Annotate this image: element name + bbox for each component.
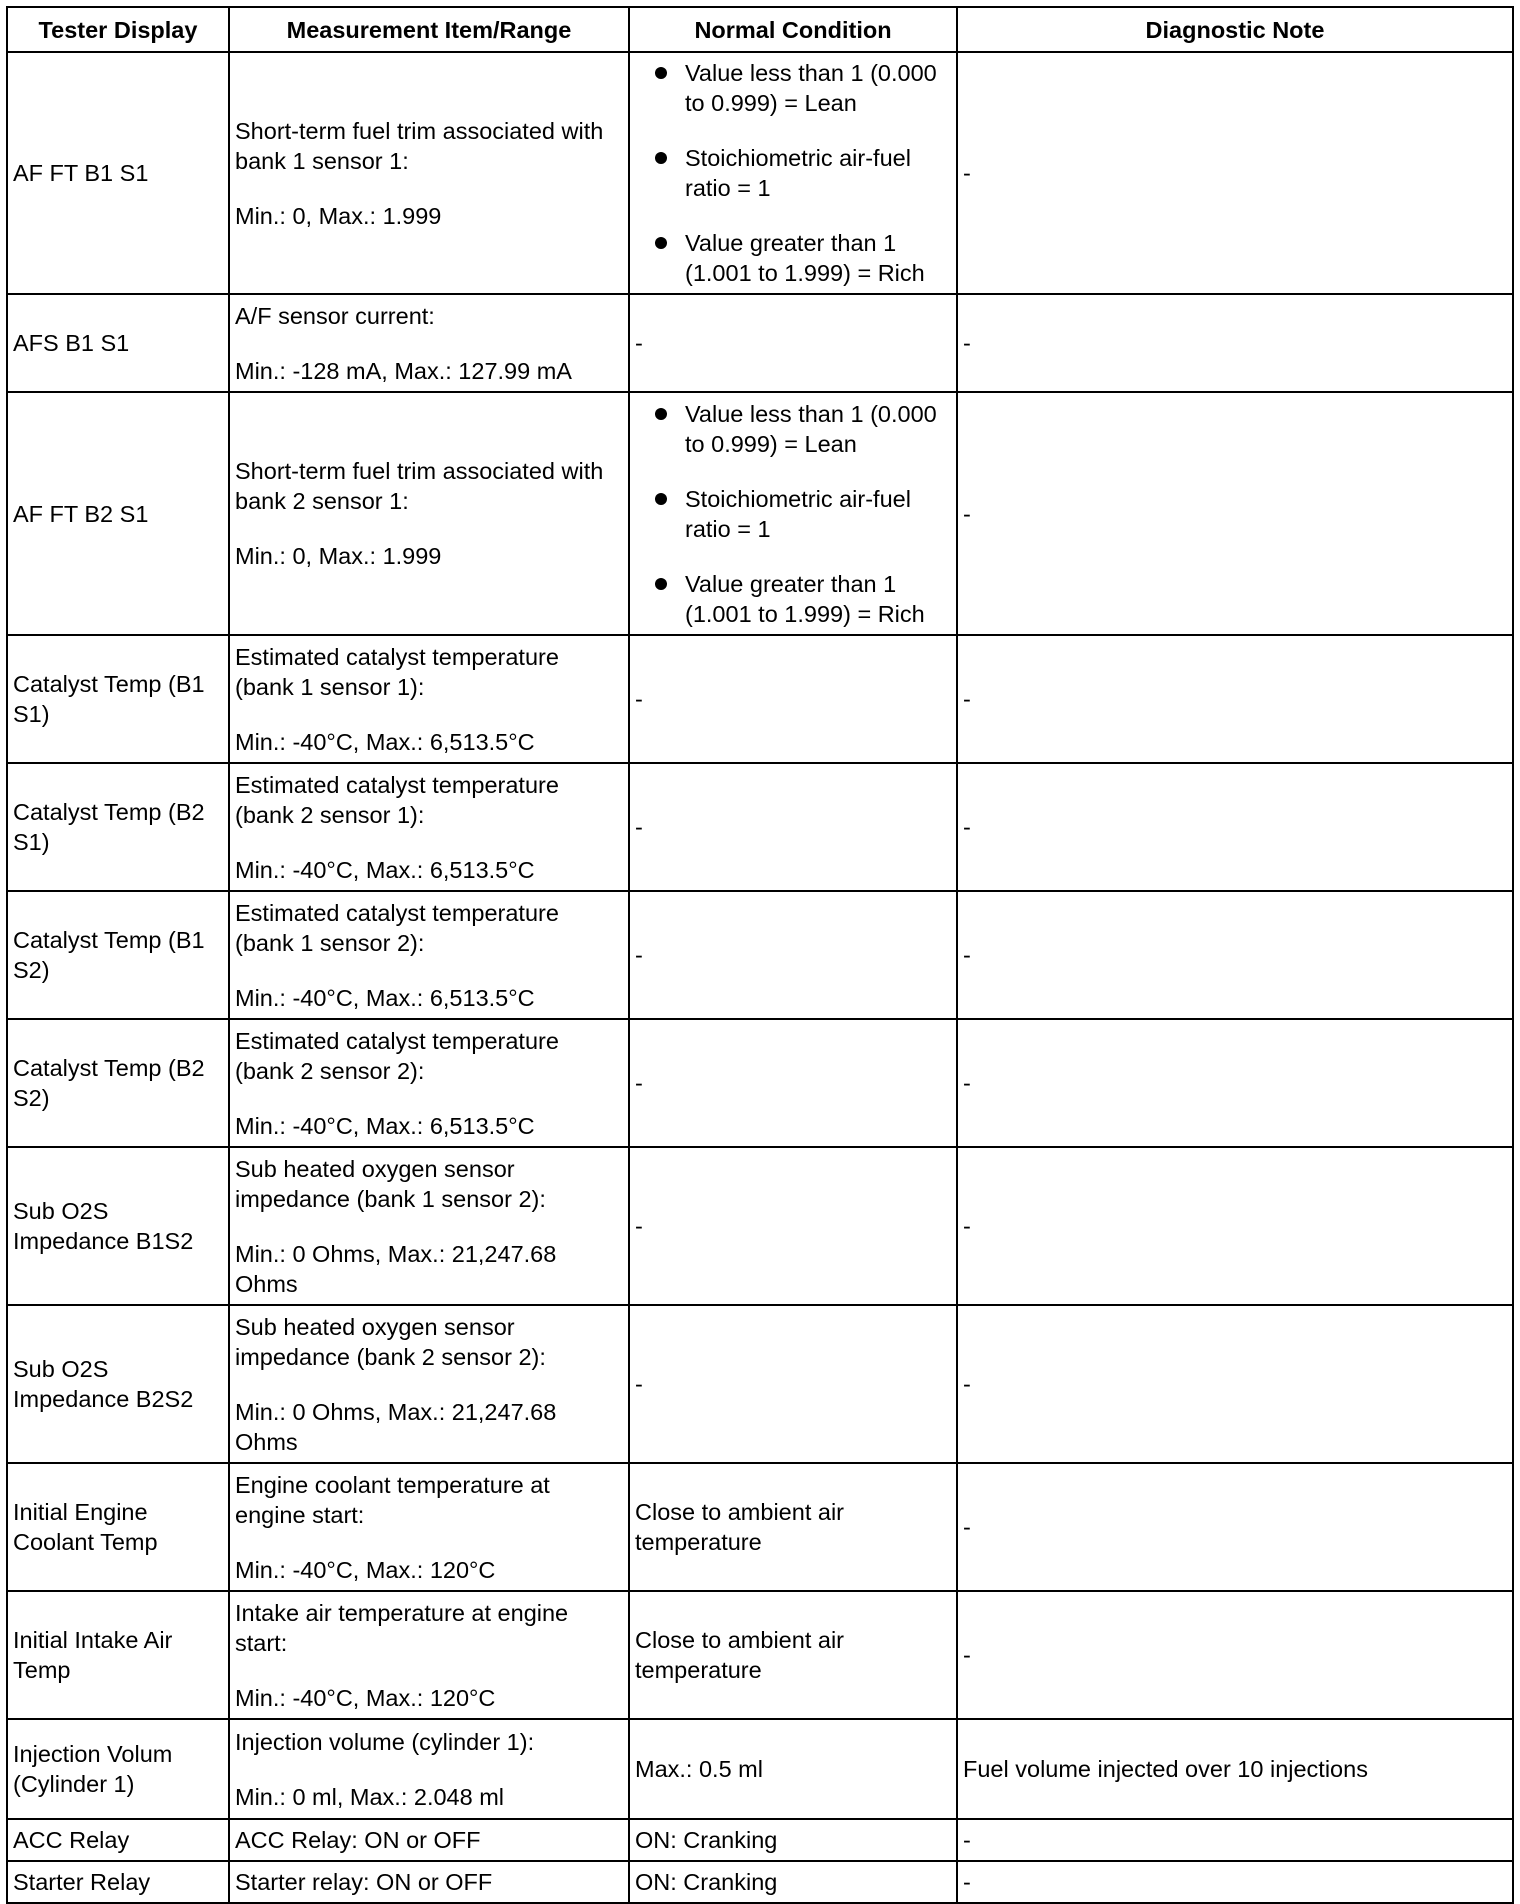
tester-display-cell: Initial Engine Coolant Temp xyxy=(7,1463,229,1591)
measurement-item: Engine coolant temperature at engine start: xyxy=(235,1471,550,1528)
tester-display-cell: ACC Relay xyxy=(7,1819,229,1861)
diagnostic-note-cell: - xyxy=(957,1147,1513,1305)
measurement-range: Min.: -128 mA, Max.: 127.99 mA xyxy=(235,357,572,384)
measurement-item: Estimated catalyst temperature (bank 2 sensor 2): xyxy=(235,1027,559,1084)
normal-condition-cell: Close to ambient air temperature xyxy=(629,1463,957,1591)
diagnostic-note-cell: - xyxy=(957,635,1513,763)
condition-bullet: Stoichiometric air-fuel ratio = 1 xyxy=(635,143,951,203)
measurement-item: Sub heated oxygen sensor impedance (bank 2 sensor 2): xyxy=(235,1313,546,1370)
measurement-range: Min.: 0 Ohms, Max.: 21,247.68 Ohms xyxy=(235,1398,557,1455)
table-row xyxy=(7,1819,1513,1861)
measurement-range: Min.: 0, Max.: 1.999 xyxy=(235,543,442,569)
normal-condition-cell: ON: Cranking xyxy=(629,1819,957,1861)
measurement-cell xyxy=(229,1719,629,1819)
measurement-range: Min.: 0 ml, Max.: 2.048 ml xyxy=(235,1783,505,1810)
condition-bullet-list xyxy=(635,58,951,288)
tester-display-cell: AFS B1 S1 xyxy=(7,294,229,392)
table-row xyxy=(7,1719,1513,1819)
measurement-cell xyxy=(229,1463,629,1591)
normal-condition-cell: Max.: 0.5 ml xyxy=(629,1719,957,1819)
diagnostic-note-cell: - xyxy=(957,1591,1513,1719)
tester-display-cell: Initial Intake Air Temp xyxy=(7,1591,229,1719)
measurement-cell xyxy=(229,763,629,891)
measurement-range: Min.: -40°C, Max.: 120°C xyxy=(235,1556,496,1583)
measurement-cell xyxy=(229,1305,629,1463)
diagnostic-note-cell: - xyxy=(957,1861,1513,1903)
diagnostic-note-cell: - xyxy=(957,891,1513,1019)
data-list-table xyxy=(6,6,1514,1904)
measurement-range: Min.: -40°C, Max.: 6,513.5°C xyxy=(235,856,535,883)
measurement-range: Min.: -40°C, Max.: 6,513.5°C xyxy=(235,984,535,1011)
measurement-cell xyxy=(229,1591,629,1719)
diagnostic-note-cell: - xyxy=(957,1819,1513,1861)
condition-bullet: Value less than 1 (0.000 to 0.999) = Lean xyxy=(635,399,951,459)
header-row xyxy=(7,7,1513,52)
tester-display-cell: Catalyst Temp (B2 S2) xyxy=(7,1019,229,1147)
header-diagnostic-note: Diagnostic Note xyxy=(957,7,1513,52)
table-row xyxy=(7,52,1513,294)
diagnostic-note-cell: - xyxy=(957,1019,1513,1147)
tester-display-cell: AF FT B1 S1 xyxy=(7,52,229,294)
measurement-cell xyxy=(229,52,629,294)
normal-condition-cell xyxy=(629,392,957,635)
normal-condition-cell xyxy=(629,52,957,294)
condition-bullet: Stoichiometric air-fuel ratio = 1 xyxy=(635,484,951,544)
measurement-cell xyxy=(229,1019,629,1147)
measurement-item: Intake air temperature at engine start: xyxy=(235,1599,569,1656)
table-row xyxy=(7,1019,1513,1147)
tester-display-cell: Catalyst Temp (B2 S1) xyxy=(7,763,229,891)
measurement-range: Min.: 0 Ohms, Max.: 21,247.68 Ohms xyxy=(235,1240,557,1297)
measurement-item: Short-term fuel trim associated with bank 2 sensor 1: xyxy=(235,458,604,514)
diagnostic-note-cell: - xyxy=(957,392,1513,635)
measurement-cell: ACC Relay: ON or OFF xyxy=(229,1819,629,1861)
normal-condition-cell: - xyxy=(629,1147,957,1305)
table-row xyxy=(7,1861,1513,1903)
diagnostic-note-cell: - xyxy=(957,294,1513,392)
table-row xyxy=(7,1305,1513,1463)
measurement-cell xyxy=(229,891,629,1019)
measurement-cell xyxy=(229,635,629,763)
condition-bullet: Value greater than 1 (1.001 to 1.999) = Rich xyxy=(635,569,951,629)
normal-condition-cell: - xyxy=(629,1019,957,1147)
condition-bullet: Value less than 1 (0.000 to 0.999) = Lean xyxy=(635,58,951,118)
diagnostic-note-cell: Fuel volume injected over 10 injections xyxy=(957,1719,1513,1819)
measurement-item: Sub heated oxygen sensor impedance (bank 1 sensor 2): xyxy=(235,1155,546,1212)
measurement-item: Short-term fuel trim associated with bank 1 sensor 1: xyxy=(235,117,604,174)
diagnostic-note-cell: - xyxy=(957,1305,1513,1463)
tester-display-cell: AF FT B2 S1 xyxy=(7,392,229,635)
header-measurement-item: Measurement Item/Range xyxy=(229,7,629,52)
tester-display-cell: Injection Volum (Cylinder 1) xyxy=(7,1719,229,1819)
measurement-cell: Starter relay: ON or OFF xyxy=(229,1861,629,1903)
tester-display-cell: Sub O2S Impedance B2S2 xyxy=(7,1305,229,1463)
measurement-cell xyxy=(229,294,629,392)
normal-condition-cell: - xyxy=(629,294,957,392)
measurement-range: Min.: 0, Max.: 1.999 xyxy=(235,202,442,229)
normal-condition-cell: - xyxy=(629,1305,957,1463)
tester-display-cell: Catalyst Temp (B1 S1) xyxy=(7,635,229,763)
measurement-range: Min.: -40°C, Max.: 6,513.5°C xyxy=(235,728,535,755)
normal-condition-cell: ON: Cranking xyxy=(629,1861,957,1903)
table-row xyxy=(7,1591,1513,1719)
tester-display-cell: Starter Relay xyxy=(7,1861,229,1903)
measurement-range: Min.: -40°C, Max.: 6,513.5°C xyxy=(235,1112,535,1139)
tester-display-cell: Catalyst Temp (B1 S2) xyxy=(7,891,229,1019)
normal-condition-cell: - xyxy=(629,635,957,763)
diagnostic-note-cell: - xyxy=(957,52,1513,294)
measurement-item: Injection volume (cylinder 1): xyxy=(235,1728,535,1755)
header-tester-display: Tester Display xyxy=(7,7,229,52)
diagnostic-note-cell: - xyxy=(957,763,1513,891)
normal-condition-cell: - xyxy=(629,763,957,891)
header-normal-condition: Normal Condition xyxy=(629,7,957,52)
measurement-item: A/F sensor current: xyxy=(235,302,435,329)
table-row xyxy=(7,1147,1513,1305)
measurement-item: Estimated catalyst temperature (bank 1 sensor 2): xyxy=(235,899,559,956)
table-row xyxy=(7,763,1513,891)
measurement-item: Estimated catalyst temperature (bank 1 sensor 1): xyxy=(235,643,559,700)
condition-bullet: Value greater than 1 (1.001 to 1.999) = Rich xyxy=(635,228,951,288)
measurement-cell xyxy=(229,1147,629,1305)
table-row xyxy=(7,635,1513,763)
measurement-item: Estimated catalyst temperature (bank 2 sensor 1): xyxy=(235,771,559,828)
table-row xyxy=(7,294,1513,392)
measurement-range: Min.: -40°C, Max.: 120°C xyxy=(235,1684,496,1711)
table-row xyxy=(7,1463,1513,1591)
normal-condition-cell: Close to ambient air temperature xyxy=(629,1591,957,1719)
normal-condition-cell: - xyxy=(629,891,957,1019)
measurement-cell xyxy=(229,392,629,635)
condition-bullet-list xyxy=(635,399,951,629)
table-row xyxy=(7,392,1513,635)
diagnostic-note-cell: - xyxy=(957,1463,1513,1591)
table-row xyxy=(7,891,1513,1019)
tester-display-cell: Sub O2S Impedance B1S2 xyxy=(7,1147,229,1305)
